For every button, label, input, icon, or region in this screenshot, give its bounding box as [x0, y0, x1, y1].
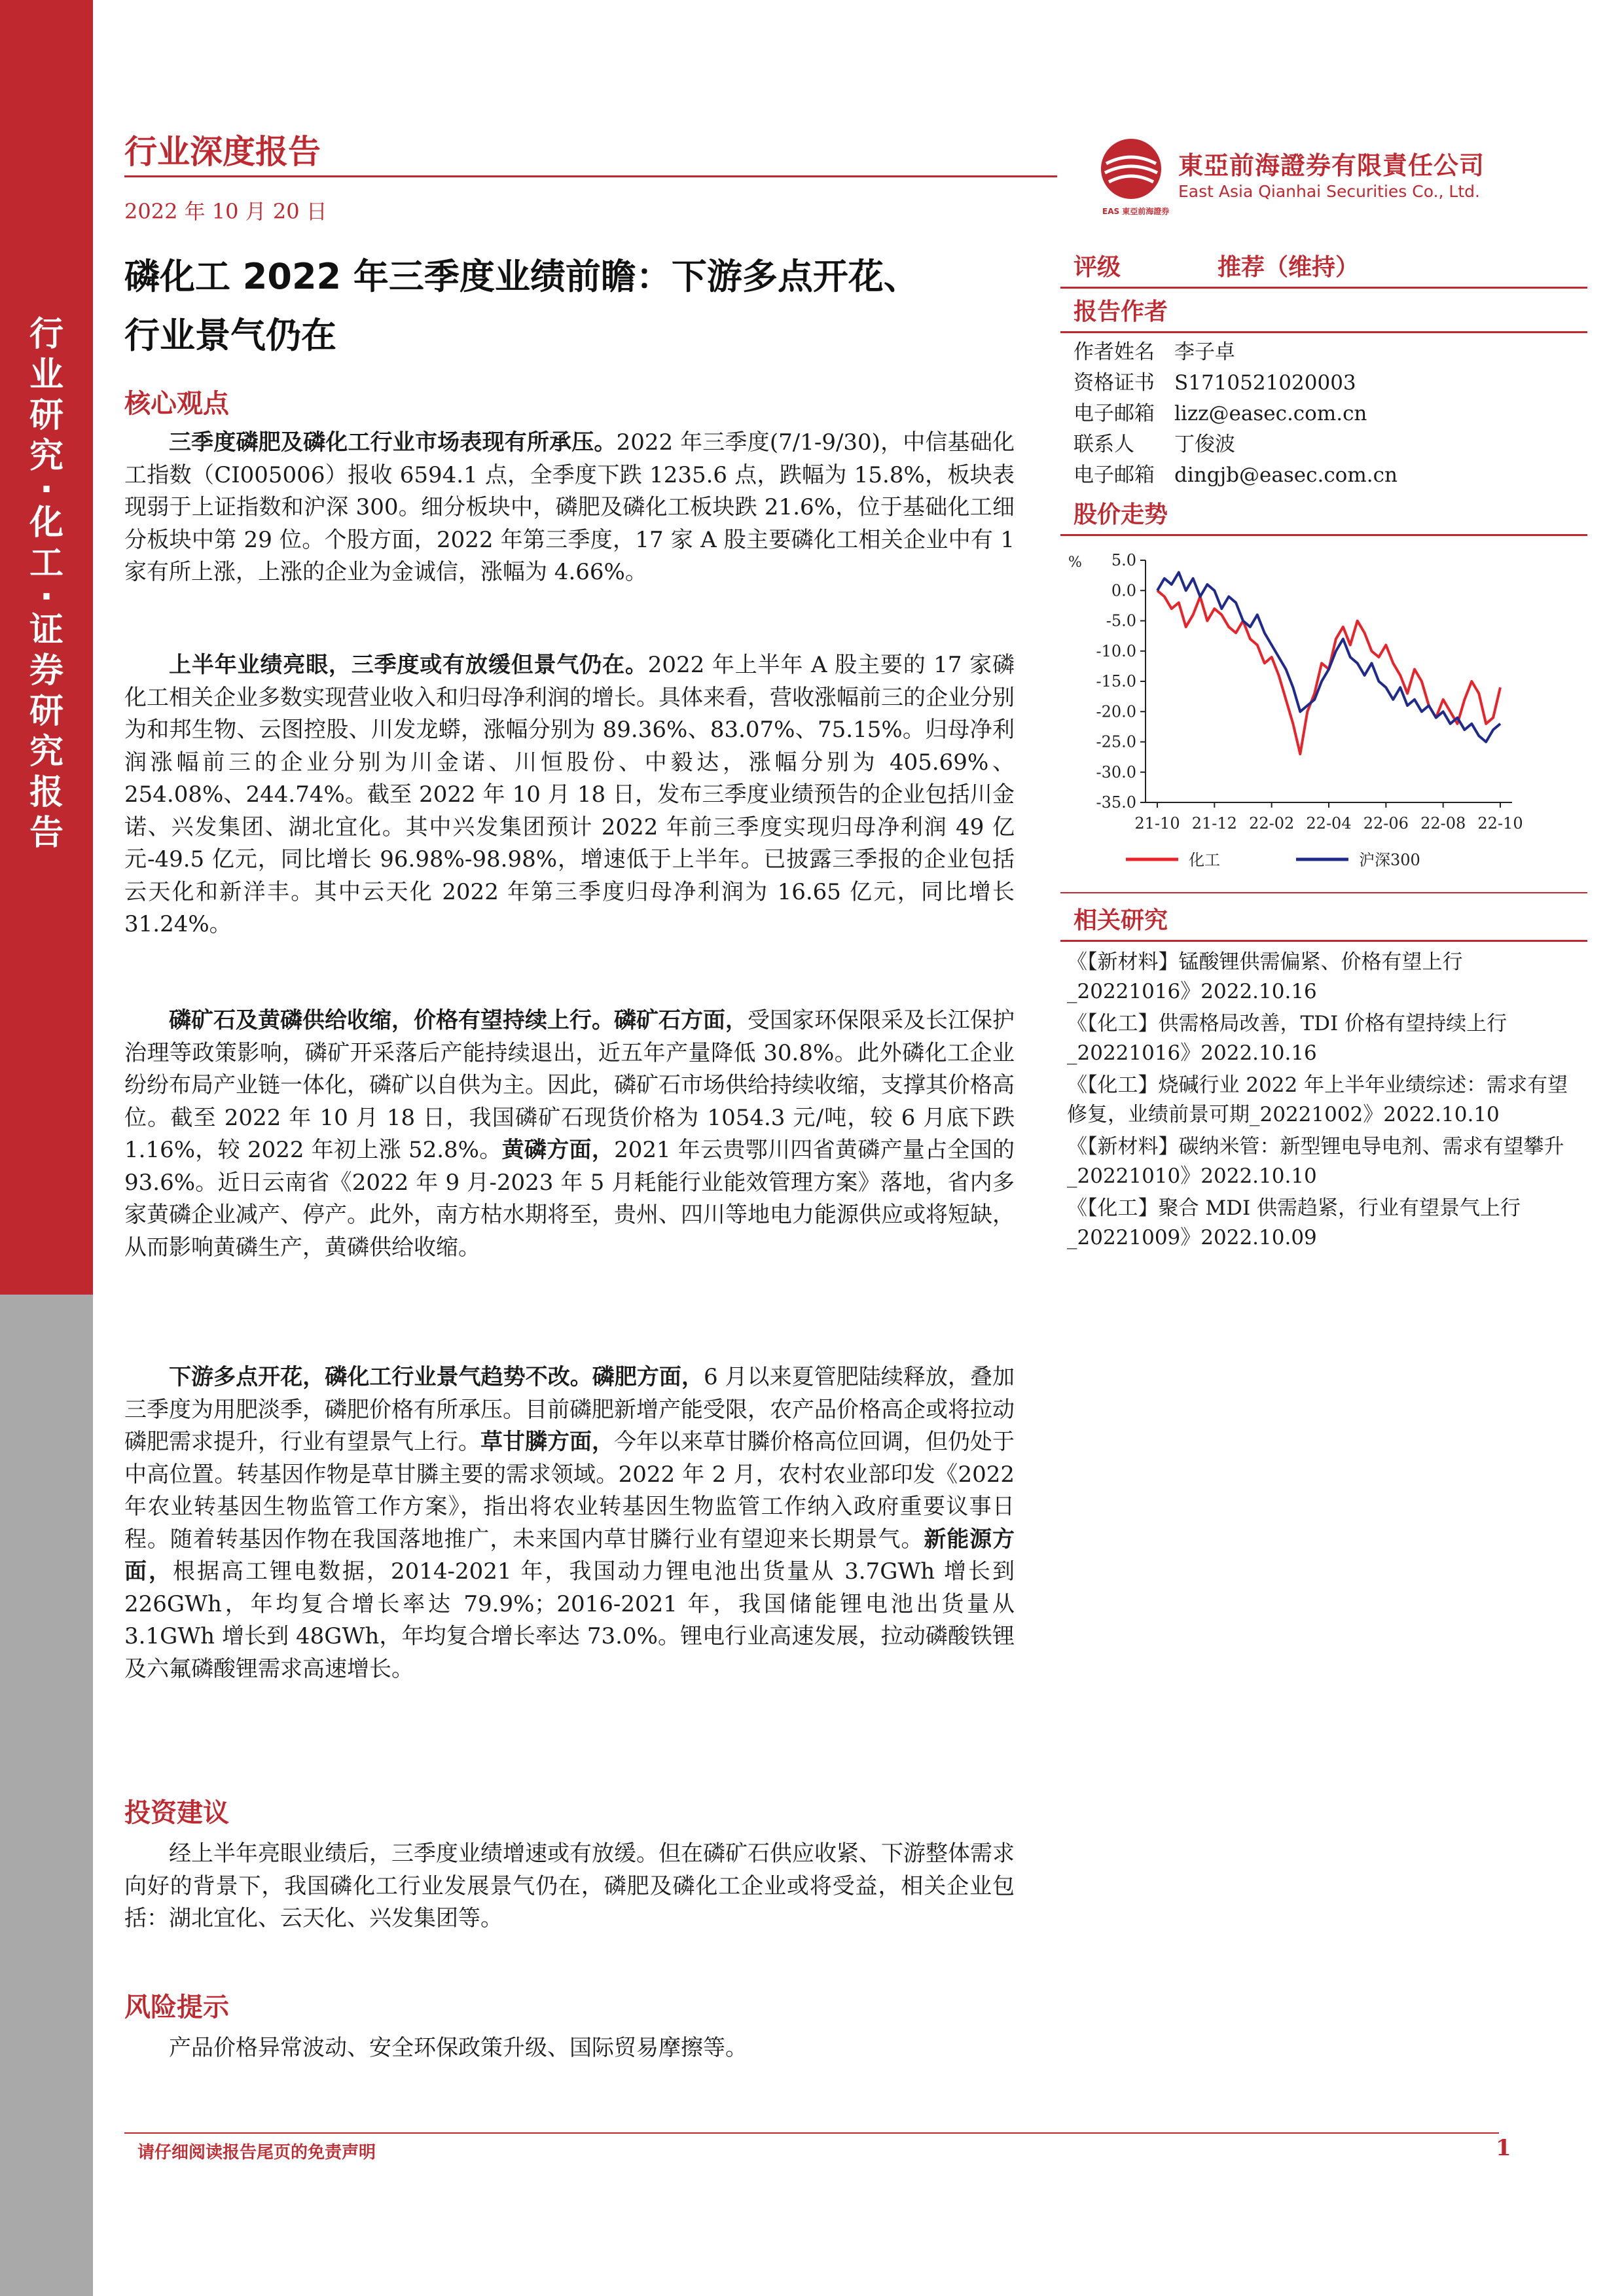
author-row-label: 作者姓名	[1074, 340, 1155, 364]
y-tick-label: -10.0	[1096, 641, 1136, 660]
author-row	[1074, 462, 1584, 491]
footer-disclaimer: 请仔细阅读报告尾页的免责声明	[137, 2143, 376, 2162]
p3-yellow-phosphorus: 黄磷方面，	[501, 1137, 615, 1163]
side-band-char: 业	[29, 355, 63, 395]
chart-rule	[1060, 534, 1587, 536]
y-tick-label: -5.0	[1106, 611, 1136, 630]
author-row-label: 电子邮箱	[1074, 402, 1155, 425]
x-tick-label: 22-06	[1363, 814, 1409, 833]
side-band-grey	[0, 1295, 93, 2296]
author-row-label: 联系人	[1074, 433, 1134, 456]
p2-lead: 上半年业绩亮眼，三季度或有放缓但景气仍在。	[169, 652, 648, 678]
author-row-label: 资格证书	[1074, 371, 1155, 395]
side-band-char: 究	[29, 437, 63, 476]
related-report-link[interactable]: 《【化工】烧碱行业 2022 年上半年业绩综述：需求有望修复，业绩前景可期_20221002》2022.10.10	[1067, 1073, 1568, 1126]
related-report-link[interactable]: 《【新材料】锰酸锂供需偏紧、价格有望上行_20221016》2022.10.16	[1067, 950, 1463, 1003]
rating-value: 推荐（维持）	[1218, 254, 1360, 281]
side-band-char: 化	[29, 503, 63, 543]
p3-body2: 2021 年云贵鄂川四省黄磷产量占全国的 93.6%。近日云南省《2022 年 9 月-2023 年 5 月耗能行业能效管理方案》落地，省内多家黄磷企业减产、停产。此外，南方枯水期将至，贵州、四川等地电力能源供应或将短缺，从而影响黄磷生产，黄磷供给收缩。	[124, 1137, 1015, 1261]
x-tick-label: 22-02	[1249, 814, 1295, 833]
related-title: 相关研究	[1074, 907, 1168, 934]
author-row	[1074, 401, 1584, 429]
p3-phosphate-rock: 磷矿石方面，	[614, 1007, 748, 1033]
author-row-value: S1710521020003	[1174, 371, 1356, 395]
p4-glyphosate: 草甘膦方面，	[480, 1429, 614, 1455]
legend-label: 化工	[1189, 851, 1220, 869]
x-tick-label: 21-12	[1191, 814, 1237, 833]
report-title-line2: 行业景气仍在	[124, 315, 336, 356]
report-title-line1: 磷化工 2022 年三季度业绩前瞻：下游多点开花、	[124, 256, 919, 297]
paragraph-2	[124, 649, 1015, 941]
investment-title: 投资建议	[124, 1798, 229, 1828]
related-report-link[interactable]: 《【新材料】碳纳米管：新型锂电导电剂、需求有望攀升_20221010》2022.10.10	[1067, 1135, 1564, 1188]
rating-rule	[1060, 287, 1587, 289]
author-row-value[interactable]: dingjb@easec.com.cn	[1174, 463, 1398, 487]
footer-rule	[124, 2132, 1499, 2134]
y-tick-label: 5.0	[1111, 551, 1136, 569]
series-line-chemical	[1157, 590, 1500, 754]
author-row	[1074, 339, 1584, 368]
side-band-char: 证	[29, 611, 63, 650]
side-band-char: 行	[29, 315, 63, 354]
related-report-link[interactable]: 《【化工】聚合 MDI 供需趋紧，行业有望景气上行_20221009》2022.10.09	[1067, 1196, 1521, 1249]
paragraph-1	[124, 427, 1015, 589]
p4-new-energy: 新能源方面，	[124, 1526, 1015, 1585]
y-tick-label: -30.0	[1096, 762, 1136, 781]
report-type: 行业深度报告	[124, 133, 321, 171]
chart-title: 股价走势	[1074, 501, 1168, 528]
author-row	[1074, 431, 1584, 460]
risk-title: 风险提示	[124, 1992, 229, 2022]
investment-paragraph: 经上半年亮眼业绩后，三季度业绩增速或有放缓。但在磷矿石供应收紧、下游整体需求向好的背景下，我国磷化工行业发展景气仍在，磷肥及磷化工企业或将受益，相关企业包括：湖北宜化、云天化、兴发集团等。	[124, 1840, 1015, 1931]
paragraph-3	[124, 1005, 1015, 1264]
page-number: 1	[1496, 2135, 1511, 2161]
paragraph-4	[124, 1361, 1015, 1685]
side-band-text	[0, 314, 93, 853]
p4-fertilizer: 磷肥方面，	[592, 1364, 704, 1390]
x-tick-label: 22-04	[1306, 814, 1352, 833]
x-tick-label: 22-10	[1477, 814, 1523, 833]
author-title: 报告作者	[1074, 298, 1168, 325]
logo-caption: EAS 東亞前海證券	[1102, 207, 1170, 216]
risk-paragraph: 产品价格异常波动、安全环保政策升级、国际贸易摩擦等。	[169, 2035, 748, 2061]
author-row-label: 电子邮箱	[1074, 463, 1155, 487]
company-name-cn: 東亞前海證券有限責任公司	[1178, 151, 1485, 180]
p4-lead: 下游多点开花，磷化工行业景气趋势不改。	[169, 1364, 592, 1390]
side-band-char: 告	[29, 814, 63, 853]
author-rule	[1060, 331, 1587, 333]
side-band-char: ·	[40, 577, 53, 617]
y-tick-label: -25.0	[1096, 732, 1136, 751]
y-axis-label: %	[1068, 554, 1082, 571]
x-tick-label: 22-08	[1420, 814, 1466, 833]
y-tick-label: -35.0	[1096, 793, 1136, 812]
p4-body: 6 月以来夏管肥陆续释放，叠加三季度为用肥淡季，磷肥价格有所承压。目前磷肥新增产能受限，农产品价格高企或将拉动磷肥需求提升，行业有望景气上行。	[124, 1364, 1015, 1455]
side-band-char: 研	[29, 692, 63, 731]
author-row	[1074, 370, 1584, 399]
y-tick-label: 0.0	[1111, 581, 1136, 600]
chart-bottom-rule	[1060, 892, 1587, 893]
side-band-char: 券	[29, 651, 63, 691]
p4-body3: 根据高工锂电数据，2014-2021 年，我国动力锂电池出货量从 3.7GWh 增长到 226GWh，年均复合增长率达 79.9%；2016-2021 年，我国储能锂电池出货量从 3.1GWh 增长到 48GWh，年均复合增长率达 73.0%。锂电行业高速发展，拉动磷酸铁锂及六氟磷酸锂需求高速增长。	[124, 1558, 1015, 1682]
author-row-value: 李子卓	[1174, 340, 1235, 364]
price-chart	[1060, 541, 1587, 881]
related-rule	[1060, 940, 1587, 942]
p2-body: 2022 年上半年 A 股主要的 17 家磷化工相关企业多数实现营业收入和归母净利润的增长。具体来看，营收涨幅前三的企业分别为和邦生物、云图控股、川发龙蟒，涨幅分别为 89.36%、83.07%、75.15%。归母净利润涨幅前三的企业分别为川金诺、川恒股份、中毅达，涨幅分别为 405.69%、254.08%、244.74%。截至 2022 年 10 月 18 日，发布三季度业绩预告的企业包括川金诺、兴发集团、湖北宜化。其中兴发集团预计 2022 年前三季度实现归母净利润 49 亿元-49.5 亿元，同比增长 96.98%-98.98%，增速低于上半年。已披露三季报的企业包括云天化和新洋丰。其中云天化 2022 年第三季度归母净利润为 16.65 亿元，同比增长 31.24%。	[124, 652, 1015, 937]
author-row-value[interactable]: lizz@easec.com.cn	[1174, 402, 1367, 425]
p1-body: 2022 年三季度(7/1-9/30)，中信基础化工指数（CI005006）报收 6594.1 点，全季度下跌 1235.6 点，跌幅为 15.8%，板块表现弱于上证指数和沪深 300。细分板块中，磷肥及磷化工板块跌 21.6%，位于基础化工细分板块中第 29 位。个股方面，2022 年第三季度，17 家 A 股主要磷化工相关企业中有 1 家有所上涨，上涨的企业为金诚信，涨幅为 4.66%。	[124, 429, 1015, 585]
p1-lead: 三季度磷肥及磷化工行业市场表现有所承压。	[169, 429, 617, 456]
side-band-char: 工	[29, 544, 63, 583]
core-view-title: 核心观点	[124, 389, 229, 419]
report-date: 2022 年 10 月 20 日	[124, 199, 327, 224]
author-row-value: 丁俊波	[1174, 433, 1235, 456]
related-list	[1067, 948, 1581, 1255]
series-line-hs300	[1157, 573, 1500, 742]
side-band-char: 究	[29, 732, 63, 772]
side-band-char: 报	[29, 773, 63, 812]
header-rule	[124, 175, 1057, 177]
y-tick-label: -20.0	[1096, 702, 1136, 721]
y-tick-label: -15.0	[1096, 672, 1136, 691]
side-band-char: ·	[40, 470, 53, 509]
price-chart-svg	[1060, 541, 1587, 881]
side-band-char: 研	[29, 396, 63, 435]
related-report-link[interactable]: 《【化工】供需格局改善，TDI 价格有望持续上行_20221016》2022.10.16	[1067, 1012, 1507, 1065]
legend-label: 沪深300	[1359, 851, 1420, 869]
p3-lead: 磷矿石及黄磷供给收缩，价格有望持续上行。	[169, 1007, 614, 1033]
p4-body2: 今年以来草甘膦价格高位回调，但仍处于中高位置。转基因作物是草甘膦主要的需求领域。2022 年 2 月，农村农业部印发《2022 年农业转基因生物监管工作方案》，指出将农业转基因生物监管工作纳入政府重要议事日程。随着转基因作物在我国落地推广，未来国内草甘膦行业有望迎来长期景气。	[124, 1429, 1015, 1552]
company-logo	[1100, 137, 1163, 200]
p3-body: 受国家环保限采及长江保护治理等政策影响，磷矿开采落后产能持续退出，近五年产量降低 30.8%。此外磷化工企业纷纷布局产业链一体化，磷矿以自供为主。因此，磷矿石市场供给持续收缩，支撑其价格高位。截至 2022 年 10 月 18 日，我国磷矿石现货价格为 1054.3 元/吨，较 6 月底下跌 1.16%，较 2022 年初上涨 52.8%。	[124, 1007, 1015, 1163]
rating-label: 评级	[1074, 254, 1121, 281]
x-tick-label: 21-10	[1134, 814, 1180, 833]
company-name-en: East Asia Qianhai Securities Co., Ltd.	[1178, 182, 1480, 201]
